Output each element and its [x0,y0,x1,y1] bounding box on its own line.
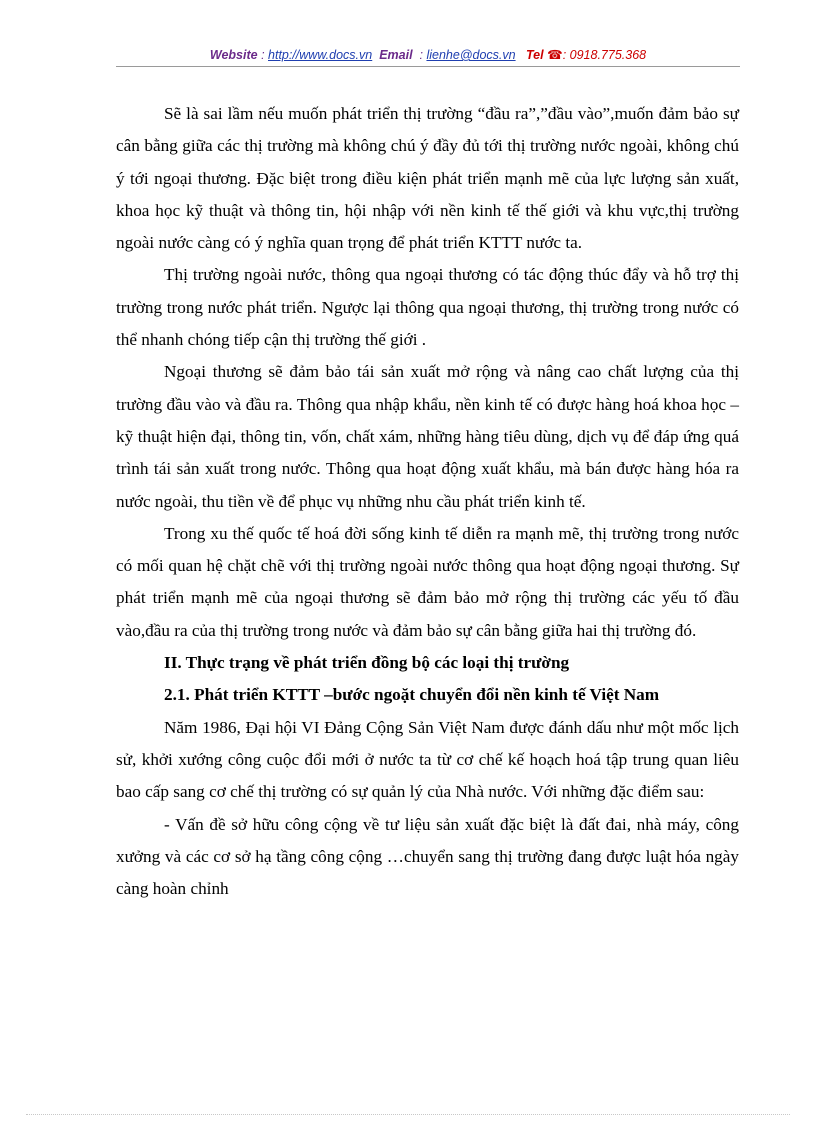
phone-icon: ☎ [547,48,563,62]
tel-label: Tel [526,48,544,62]
section-heading: II. Thực trạng về phát triển đồng bộ các loại thị trường [164,653,570,673]
paragraph: Trong xu thế quốc tế hoá đời sống kinh tế diễn ra mạnh mẽ, thị trường trong nước có mối quan hệ chặt chẽ với thị trường ngoài nước thông qua hoạt động ngoại thương. Sự phát triển mạnh mẽ của ngoại thương sẽ đảm bảo mở rộng thị trường các yếu tố đầu vào,đầu ra của thị trường trong nước và đảm bảo sự cân bằng giữa hai thị trường đó. [116,523,739,640]
page-header [116,46,740,64]
tel-value: : 0918.775.368 [562,48,647,62]
paragraph: Sẽ là sai lầm nếu muốn phát triển thị trường “đầu ra”,”đầu vào”,muốn đảm bảo sự cân bằng giữa các thị trường mà không chú ý đầy đủ tới thị trường nước ngoài, không chú ý tới ngoại thương. Đặc biệt trong điều kiện phát triển mạnh mẽ của lực lượng sản xuất, khoa học kỹ thuật và thông tin, hội nhập với nền kinh tế thế giới và khu vực,thị trường ngoài nước càng có ý nghĩa quan trọng để phát triển KTTT nước ta. [116,104,739,253]
website-link[interactable]: http://www.docs.vn [268,48,373,62]
email-label: Email [379,48,413,62]
header-divider [116,66,740,67]
website-separator: : [257,48,269,62]
paragraph: - Vấn đề sở hữu công cộng về tư liệu sản xuất đặc biệt là đất đai, nhà máy, công xưởng và các cơ sở hạ tầng công cộng …chuyển sang thị trường đang được luật hóa ngày càng hoàn chỉnh [116,814,739,899]
paragraph: Thị trường ngoài nước, thông qua ngoại thương có tác động thúc đẩy và hỗ trợ thị trường trong nước phát triển. Ngược lại thông qua ngoại thương, thị trường trong nước có thể nhanh chóng tiếp cận thị trường thế giới . [116,265,739,350]
email-link[interactable]: lienhe@docs.vn [426,48,516,62]
document-body [116,98,739,905]
email-separator: : [416,48,427,62]
paragraph: Năm 1986, Đại hội VI Đảng Cộng Sản Việt Nam được đánh dấu như một mốc lịch sử, khởi xướng công cuộc đổi mới ở nước ta từ cơ chế kế hoạch hoá tập trung quan liêu bao cấp sang cơ chế thị trường có sự quản lý của Nhà nước. Với những đặc điểm sau: [116,717,739,802]
website-label: Website [209,48,258,62]
subsection-heading: 2.1. Phát triển KTTT –bước ngoặt chuyển đổi nền kinh tế Việt Nam [164,685,660,705]
footer-divider [26,1114,790,1115]
paragraph: Ngoại thương sẽ đảm bảo tái sản xuất mở rộng và nâng cao chất lượng của thị trường đầu vào và đầu ra. Thông qua nhập khẩu, nền kinh tế có được hàng hoá khoa học –kỹ thuật hiện đại, thông tin, vốn, chất xám, những hàng tiêu dùng, dịch vụ để đáp ứng quá trình tái sản xuất trong nước. Thông qua hoạt động xuất khẩu, mà bán được hàng hóa ra nước ngoài, thu tiền về để phục vụ những nhu cầu phát triển kinh tế. [116,362,739,511]
